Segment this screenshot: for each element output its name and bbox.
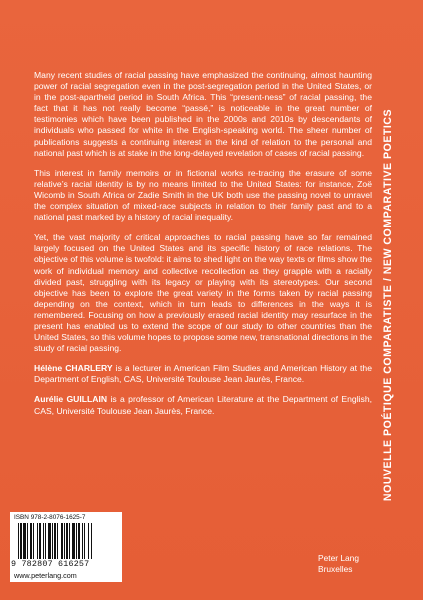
blurb-paragraph-2: This interest in family memoirs or in fictional works re-tracing the erasure of some relative’s racial identity is by no means limited to the United States: for instance, Zoë Wicomb in South Africa or Zadie Smith in the UK both use the passing novel to unravel the complex situation of mixed-race subjects in relation to their family past and to a national past marked by a history of racial inequality. <box>34 167 372 223</box>
author-desc-1: is a lecturer in American Film Studies and American History at the Department of English, CAS, Université Toulouse Jean Jaurès, France. <box>34 363 372 385</box>
author-desc-2: is a professor of American Literature at the Department of English, CAS, Université Toulouse Jean Jaurès, France. <box>34 394 372 416</box>
blurb-paragraph-1: Many recent studies of racial passing have emphasized the continuing, almost haunting power of racial segregation even in the post-segregation period in the United States, or in the post-apartheid period in South Africa. This “present-ness” of racial passing, the fact that it has not really become “passé,” is noticeable in the great number of testimonies which have been published in the 2000s and 2010s by descendants of individuals who passed for white in the English-speaking world. The sheer number of publications suggests a continuing interest in the kind of relation to the personal and national past which is at stake in the long-delayed revelation of cases of racial passing. <box>34 70 372 158</box>
publisher-url: www.peterlang.com <box>14 571 77 580</box>
publisher-imprint <box>318 553 359 575</box>
isbn-barcode-box <box>10 512 122 582</box>
series-title: NOUVELLE POÉTIQUE COMPARATISTE / NEW COMPARATIVE POETICS <box>382 108 394 502</box>
author-name-1: Hélène CHARLERY <box>34 363 113 374</box>
blurb <box>34 70 372 426</box>
barcode-icon <box>18 523 114 559</box>
publisher-city: Bruxelles <box>318 564 353 574</box>
author-bio-1 <box>34 363 372 385</box>
publisher-name: Peter Lang <box>318 553 359 563</box>
author-name-2: Aurélie GUILLAIN <box>34 394 108 405</box>
barcode-number: 9 782807 616257 <box>11 559 90 569</box>
isbn-label: ISBN 978-2-8076-1625-7 <box>14 514 86 521</box>
author-bio-2 <box>34 394 372 416</box>
blurb-paragraph-3: Yet, the vast majority of critical approaches to racial passing have so far remained largely focused on the United States and its specific history of race relations. The objective of this volume is twofold: it aims to shed light on the way texts or films show the work of individual memory and collective recollection as they grapple with a racially divided past, struggling with its legacy or playing with its stereotypes. Our second objective has been to explore the great variety in the forms taken by racial passing depending on the context, which in turn leads to differences in the ways it is remembered. Focusing on how a previously erased racial identity may resurface in the present has enabled us to extend the scope of our study to other countries than the United States, so this volume hopes to propose some new, transnational directions in the study of racial passing. <box>34 232 372 354</box>
